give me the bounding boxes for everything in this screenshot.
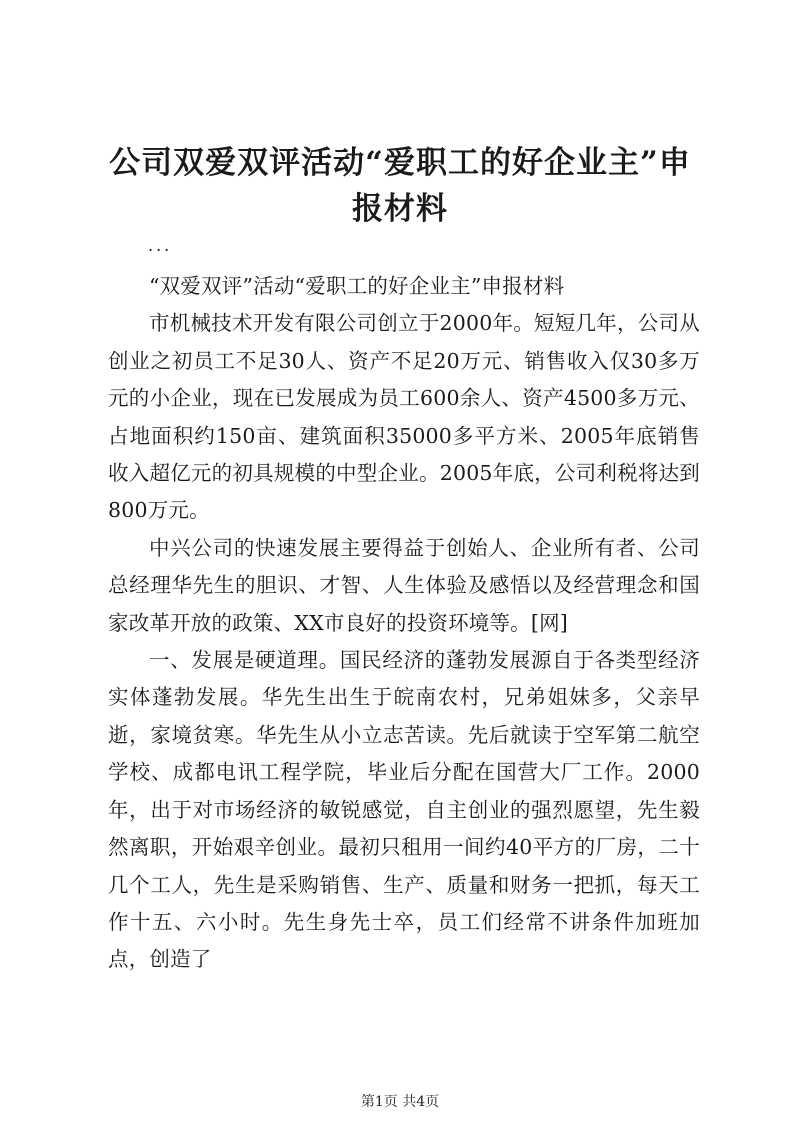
document-title: 公司双爱双评活动“爱职工的好企业主”申报材料 [109, 145, 691, 227]
paragraph-section-one: 一、发展是硬道理。国民经济的蓬勃发展源自于各类型经济实体蓬勃发展。华先生出生于皖南农村，兄弟姐妹多，父亲早逝，家境贫寒。华先生从小立志苦读。先后就读于空军第二航空学校、成都电讯工程学院，毕业后分配在国营大厂工作。2000年，出于对市场经济的敏锐感觉，自主创业的强烈愿望，先生毅然离职，开始艰辛创业。最初只租用一间约40平方的厂房，二十几个工人，先生是采购销售、生产、质量和财务一把抓，每天工作十五、六小时。先生身先士卒，员工们经常不讲条件加班加点，创造了 [108, 648, 700, 972]
paragraph-development-reasons: 中兴公司的快速发展主要得益于创始人、企业所有者、公司总经理华先生的胆识、才智、人生体验及感悟以及经营理念和国家改革开放的政策、XX市良好的投资环境等。[网] [108, 535, 700, 635]
ellipsis-marker: ... [148, 236, 173, 255]
paragraph-company-intro: 市机械技术开发有限公司创立于2000年。短短几年，公司从创业之初员工不足30人、资产不足20万元、销售收入仅30多万元的小企业，现在已发展成为员工600余人、资产4500多万元、占地面积约150亩、建筑面积35000多平方米、2005年底销售收入超亿元的初具规模的中型企业。2005年底，公司利税将达到800万元。 [108, 311, 700, 523]
page-footer: 第1页 共4页 [360, 1094, 440, 1110]
document-body [108, 268, 700, 979]
paragraph-subtitle: “双爱双评”活动“爱职工的好企业主”申报材料 [149, 274, 565, 298]
